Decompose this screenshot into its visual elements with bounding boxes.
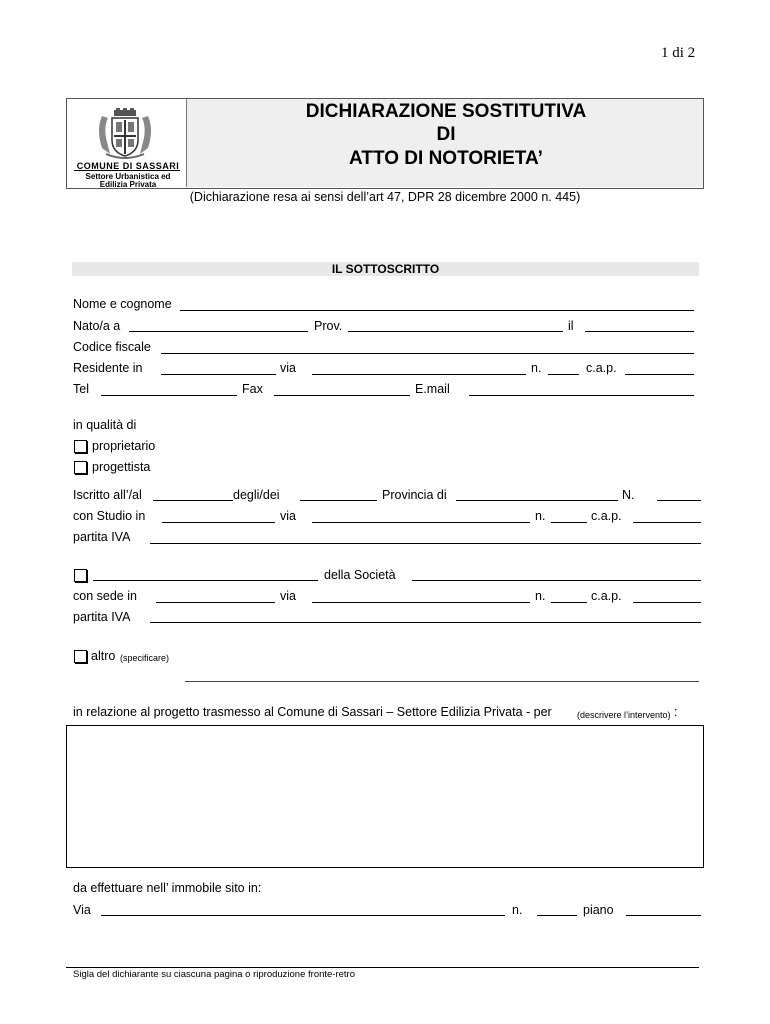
seat-city-field[interactable] [156, 602, 275, 603]
registered-label: Iscritto all’/al [73, 488, 142, 502]
title-line1: DICHIARAZIONE SOSTITUTIVA [305, 101, 587, 122]
company-label: della Società [324, 568, 396, 582]
seat-zip-label: c.a.p. [591, 589, 622, 603]
other-note: (specificare) [120, 653, 170, 663]
birthdate-field[interactable] [585, 331, 694, 332]
studio-street-label: via [280, 509, 296, 523]
registration-number-field[interactable] [657, 500, 701, 501]
building-street-label: Via [73, 903, 91, 917]
seat-zip-field[interactable] [633, 602, 701, 603]
building-number-field[interactable] [537, 915, 577, 916]
resident-zip-field[interactable] [625, 374, 694, 375]
other-field[interactable] [185, 681, 699, 682]
tel-field[interactable] [101, 395, 237, 396]
building-number-label: n. [512, 903, 523, 917]
registered-of-field[interactable] [300, 500, 377, 501]
logo-dept-line1: Settore Urbanistica ed [85, 172, 171, 181]
studio-number-field[interactable] [551, 522, 587, 523]
resident-label: Residente in [73, 361, 143, 375]
tax-code-label: Codice fiscale [73, 340, 151, 354]
tel-label: Tel [73, 382, 89, 396]
email-field[interactable] [469, 395, 694, 396]
studio-label: con Studio in [73, 509, 146, 523]
born-label: Nato/a a [73, 319, 121, 333]
resident-city-field[interactable] [161, 374, 276, 375]
other-label: altro [91, 649, 116, 663]
building-label: da effettuare nell’ immobile sito in: [73, 881, 262, 895]
building-floor-label: piano [583, 903, 614, 917]
designer-label: progettista [92, 460, 151, 474]
email-label: E.mail [415, 382, 450, 396]
footer-note: Sigla del dichiarante su ciascuna pagina o riproduzione fronte-retro [73, 969, 356, 980]
building-street-field[interactable] [101, 915, 505, 916]
province-field[interactable] [456, 500, 618, 501]
project-colon: : [674, 705, 678, 719]
company-vat-label: partita IVA [73, 610, 131, 624]
page-number: 1 di 2 [661, 45, 696, 61]
resident-number-field[interactable] [548, 374, 579, 375]
resident-number-label: n. [531, 361, 542, 375]
other-checkbox[interactable] [74, 650, 87, 663]
fax-label: Fax [242, 382, 263, 396]
studio-city-field[interactable] [162, 522, 275, 523]
registered-field[interactable] [153, 500, 233, 501]
name-field[interactable] [180, 310, 694, 311]
studio-zip-label: c.a.p. [591, 509, 622, 523]
title-line2: DI [436, 124, 456, 145]
name-label: Nome e cognome [73, 297, 172, 311]
seat-street-label: via [280, 589, 296, 603]
birth-province-field[interactable] [348, 331, 563, 332]
owner-label: proprietario [92, 439, 156, 453]
resident-zip-label: c.a.p. [586, 361, 617, 375]
section-header: IL SOTTOSCRITTO [331, 262, 440, 276]
project-text: in relazione al progetto trasmesso al Comune di Sassari – Settore Edilizia Privata - per [73, 705, 552, 719]
seat-label: con sede in [73, 589, 137, 603]
seat-street-field[interactable] [312, 602, 530, 603]
footer-divider [66, 967, 699, 968]
logo-name: COMUNE DI SASSARI [76, 161, 180, 171]
capacity-label: in qualità di [73, 418, 137, 432]
title-line3: ATTO DI NOTORIETA’ [349, 148, 543, 169]
birthdate-label: il [568, 319, 574, 333]
fax-field[interactable] [274, 395, 410, 396]
company-vat-field[interactable] [150, 622, 701, 623]
studio-number-label: n. [535, 509, 546, 523]
studio-vat-field[interactable] [150, 543, 701, 544]
studio-street-field[interactable] [312, 522, 530, 523]
logo-divider [74, 170, 180, 171]
company-checkbox[interactable] [74, 569, 87, 582]
seat-number-label: n. [535, 589, 546, 603]
company-role-field[interactable] [93, 580, 318, 581]
subtitle: (Dichiarazione resa ai sensi dell’art 47, DPR 28 dicembre 2000 n. 445) [189, 190, 581, 204]
building-floor-field[interactable] [626, 915, 701, 916]
seat-number-field[interactable] [551, 602, 587, 603]
tax-code-field[interactable] [161, 353, 694, 354]
coat-of-arms-icon [92, 108, 158, 160]
province-label: Provincia di [382, 488, 447, 502]
resident-street-label: via [280, 361, 296, 375]
project-note: (descrivere l’intervento) [577, 710, 671, 720]
intervention-description-box[interactable] [66, 725, 704, 868]
birthplace-field[interactable] [129, 331, 308, 332]
logo-dept-line2: Edilizia Privata [99, 180, 157, 189]
prov-label: Prov. [314, 319, 343, 333]
studio-zip-field[interactable] [633, 522, 701, 523]
registered-of-label: degli/dei [233, 488, 280, 502]
company-name-field[interactable] [412, 580, 701, 581]
studio-vat-label: partita IVA [73, 530, 131, 544]
designer-checkbox[interactable] [74, 461, 87, 474]
resident-street-field[interactable] [312, 374, 526, 375]
registration-number-label: N. [622, 488, 635, 502]
owner-checkbox[interactable] [74, 440, 87, 453]
